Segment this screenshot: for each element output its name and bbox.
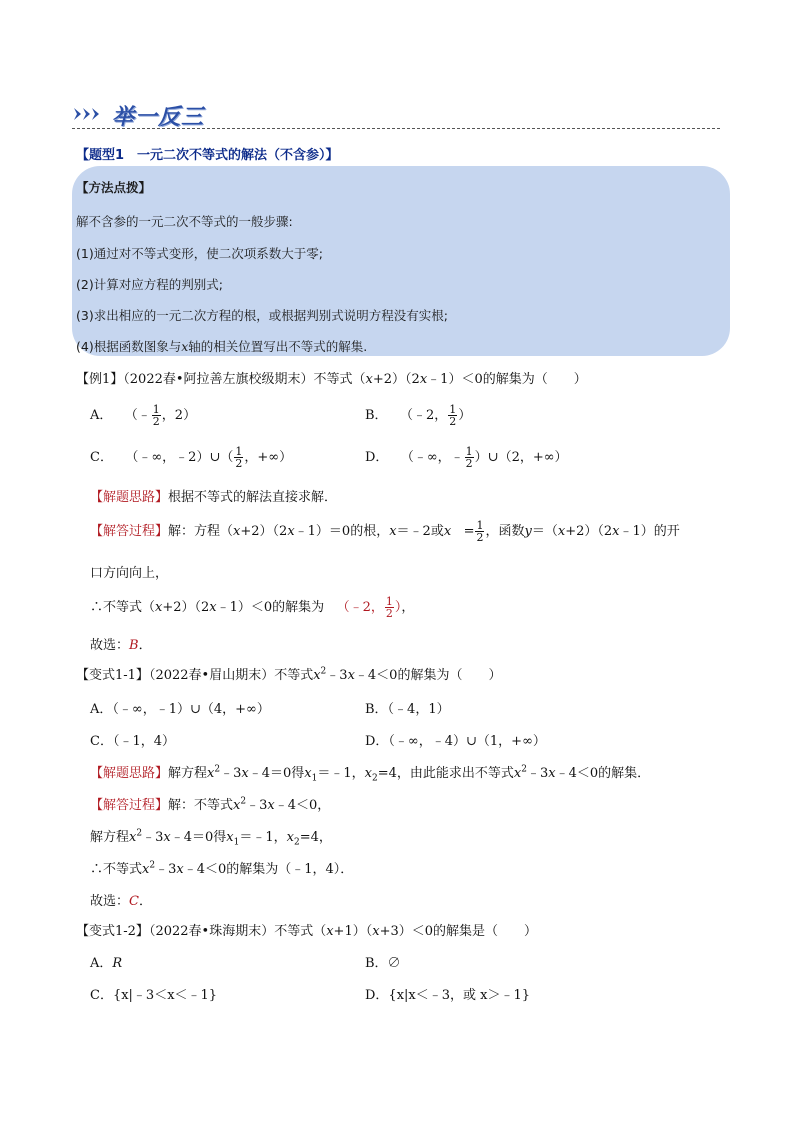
example-1-process-cont: 口方向向上， (90, 566, 169, 581)
variant-1-1-process-3: ∴不等式$x^2﹣3x﹣4<0$的解集为（﹣1，4）． (90, 860, 354, 877)
option-c[interactable]: C． （﹣∞，﹣2）∪（ $\frac{1}{2}$ ，+∞） (90, 445, 293, 470)
variant-1-1-option-c[interactable]: C．（﹣1，4） (90, 734, 175, 749)
variant-1-2-question: 【变式1-2】（2022春•珠海期末）不等式（x+1）（x+3）＜0的解集是（ ） (76, 924, 537, 939)
triple-arrow-icon (74, 104, 112, 124)
option-b[interactable]: B． （﹣2， $\frac{1}{2}$ ） (365, 403, 472, 428)
variant-1-1-option-a[interactable]: A．（﹣∞，﹣1）∪（4，+∞） (90, 702, 270, 717)
header-divider (72, 128, 720, 129)
method-step-2: (2)计算对应方程的判别式; (76, 277, 223, 292)
option-a[interactable]: A． （﹣ $\frac{1}{2}$ ，2） (90, 403, 197, 428)
example-1-question: 【例1】（2022春•阿拉善左旗校级期末）不等式（x+2）（2x﹣1）＜0的解集为（ ） (76, 372, 587, 387)
variant-1-2-option-c[interactable]: C．{x|﹣3＜x＜﹣1} (90, 988, 218, 1003)
example-1-therefore: ∴不等式（x+2）（2x﹣1）＜0的解集为 （﹣2， $\frac{1}{2}$ ）， (90, 595, 415, 620)
method-step-3: (3)求出相应的一元二次方程的根，或根据判别式说明方程没有实根; (76, 308, 448, 323)
example-1-process: 【解答过程】解：方程（x+2）（2x﹣1）＝0的根，x＝﹣2或x = $\frac{1}{2}$ ，函数y＝（x+2）（2x﹣1）的开 (90, 519, 680, 544)
variant-1-1-option-d[interactable]: D．（﹣∞，﹣4）∪（1，+∞） (365, 734, 546, 749)
variant-1-2-option-d[interactable]: D．{x|x＜﹣3，或 x＞﹣1} (365, 988, 531, 1003)
method-step-1: (1)通过对不等式变形，使二次项系数大于零; (76, 246, 323, 261)
header-title: 举一反三 (112, 105, 205, 130)
variant-1-1-question: 【变式1-1】（2022春•眉山期末）不等式$x^2﹣3x﹣4<0$的解集为（ ） (76, 666, 502, 683)
variant-1-1-process: 【解答过程】解：不等式$x^2﹣3x﹣4<0$， (90, 796, 331, 813)
variant-1-1-process-2: 解方程$x^2﹣3x﹣4=0$得$x_1=﹣1$，$x_2=4$， (90, 828, 332, 848)
option-d[interactable]: D． （﹣∞，﹣ $\frac{1}{2}$ ）∪（2，+∞） (365, 445, 568, 470)
method-step-4: (4)根据函数图象与x轴的相关位置写出不等式的解集. (76, 339, 368, 354)
example-1-thinking: 【解题思路】根据不等式的解法直接求解． (90, 490, 338, 505)
example-1-choice: 故选：B． (90, 638, 152, 653)
variant-1-2-option-a[interactable]: A．R (90, 956, 123, 971)
variant-1-1-option-b[interactable]: B．（﹣4，1） (365, 702, 450, 717)
variant-1-1-thinking: 【解题思路】解方程$x^2﹣3x﹣4=0$得$x_1=﹣1$，$x_2=4$，由此能求出不等式$x^2﹣3x﹣4<0$的解集． (90, 764, 651, 784)
variant-1-1-choice: 故选：C． (90, 894, 152, 909)
method-heading: 【方法点拨】 (76, 180, 152, 195)
variant-1-2-option-b[interactable]: B．∅ (365, 956, 401, 971)
section-title: 【题型1 一元二次不等式的解法（不含参）】 (76, 148, 339, 163)
method-intro: 解不含参的一元二次不等式的一般步骤: (76, 214, 293, 229)
